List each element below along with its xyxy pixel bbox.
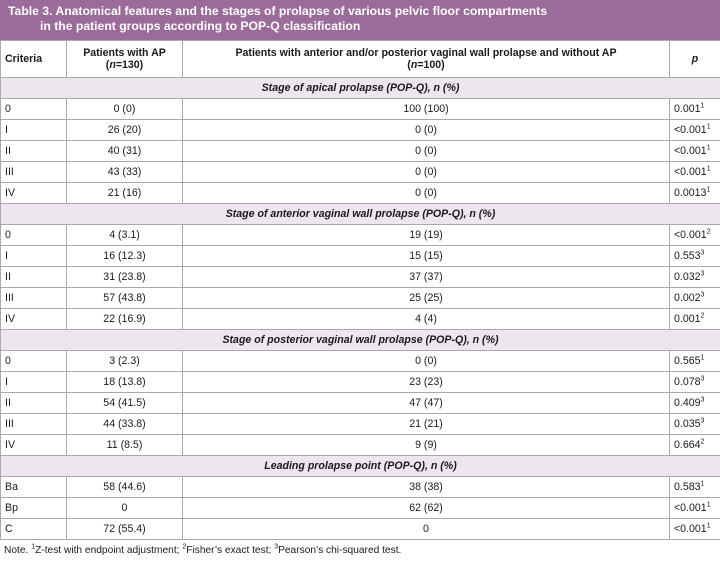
section-title: Stage of apical prolapse (POP-Q), n (%) [1,78,720,99]
p-value-footnote: 1 [706,123,711,131]
table-row [1,477,720,498]
section-title: Stage of anterior vaginal wall prolapse (POP-Q), n (%) [1,204,720,225]
table-row [1,288,720,309]
note-text-3: Pearson’s chi-squared test. [278,545,402,556]
header-ap-group [67,41,183,78]
p-value-text: <0.001 [674,229,707,241]
p-value-footnote: 3 [700,375,705,383]
cell-p-value [670,99,720,120]
table-body [1,78,720,540]
cell-criteria: III [1,162,67,183]
cell-ap: 3 (2.3) [67,351,183,372]
p-value-footnote: 1 [700,354,705,362]
cell-p-value [670,351,720,372]
p-value-footnote: 1 [706,186,711,194]
table-title [0,0,720,40]
cell-ap: 31 (23.8) [67,267,183,288]
cell-other: 19 (19) [183,225,670,246]
header-ap-n-suffix: =130) [115,59,144,71]
cell-ap: 54 (41.5) [67,393,183,414]
p-value-text: 0.409 [674,397,701,409]
cell-ap: 16 (12.3) [67,246,183,267]
p-value-text: 0.565 [674,355,701,367]
table-row [1,372,720,393]
cell-ap: 58 (44.6) [67,477,183,498]
note-text-2: Fisher’s exact test; [186,545,275,556]
p-value-footnote: 1 [706,522,711,530]
header-ap-n-prefix: ( [105,59,110,71]
cell-p-value [670,288,720,309]
p-value-text: 0.553 [674,250,701,262]
table-row [1,141,720,162]
cell-p-value [670,309,720,330]
p-value-text: <0.001 [674,145,707,157]
section-title: Stage of posterior vaginal wall prolapse (POP-Q), n (%) [1,330,720,351]
cell-p-value [670,393,720,414]
cell-criteria: IV [1,435,67,456]
table-row [1,225,720,246]
note-prefix: Note. [4,545,32,556]
cell-p-value [670,414,720,435]
p-value-text: 0.002 [674,292,701,304]
p-value-text: 0.032 [674,271,701,283]
cell-p-value [670,519,720,540]
cell-other: 23 (23) [183,372,670,393]
cell-criteria: II [1,393,67,414]
cell-ap: 44 (33.8) [67,414,183,435]
cell-other: 47 (47) [183,393,670,414]
note-sup-1: 1 [31,543,36,551]
cell-criteria: 0 [1,99,67,120]
cell-ap: 22 (16.9) [67,309,183,330]
header-criteria: Criteria [1,41,67,78]
p-value-footnote: 3 [700,417,705,425]
table-row [1,393,720,414]
cell-criteria: III [1,414,67,435]
p-value-text: 0.001 [674,103,701,115]
cell-other: 100 (100) [183,99,670,120]
cell-criteria: I [1,120,67,141]
cell-ap: 43 (33) [67,162,183,183]
cell-p-value [670,246,720,267]
section-row [1,204,720,225]
cell-other: 0 (0) [183,351,670,372]
p-value-text: 0.078 [674,376,701,388]
cell-criteria: C [1,519,67,540]
cell-criteria: Ba [1,477,67,498]
table-row [1,519,720,540]
p-value-footnote: 3 [700,270,705,278]
cell-other: 0 (0) [183,162,670,183]
cell-other: 4 (4) [183,309,670,330]
p-value-footnote: 1 [706,165,711,173]
p-value-text: 0.0013 [674,187,707,199]
table-row [1,414,720,435]
cell-other: 37 (37) [183,267,670,288]
cell-criteria: 0 [1,225,67,246]
table-row [1,267,720,288]
p-value-text: <0.001 [674,124,707,136]
data-table [0,40,720,540]
table-title-line-2: in the patient groups according to POP-Q classification [40,18,361,33]
section-row [1,330,720,351]
table-row [1,246,720,267]
cell-ap: 11 (8.5) [67,435,183,456]
cell-p-value [670,183,720,204]
cell-p-value [670,267,720,288]
table-row [1,183,720,204]
cell-ap: 72 (55.4) [67,519,183,540]
header-other-label: Patients with anterior and/or posterior vaginal wall prolapse and without AP [235,46,617,59]
section-row [1,456,720,477]
header-other-group [183,41,670,78]
p-value-text: 0.583 [674,481,701,493]
cell-other: 38 (38) [183,477,670,498]
p-value-text: 0.001 [674,313,701,325]
cell-p-value [670,225,720,246]
header-other-n-prefix: ( [407,59,411,71]
p-value-footnote: 3 [700,396,705,404]
cell-ap: 40 (31) [67,141,183,162]
header-other-n-suffix: =100) [417,59,445,71]
p-value-text: 0.664 [674,439,701,451]
cell-p-value [670,120,720,141]
cell-p-value [670,162,720,183]
cell-ap: 4 (3.1) [67,225,183,246]
table-row [1,120,720,141]
note-sup-3: 3 [274,543,279,551]
table-row [1,162,720,183]
p-value-text: 0.035 [674,418,701,430]
cell-ap: 57 (43.8) [67,288,183,309]
p-value-footnote: 1 [700,102,705,110]
cell-other: 9 (9) [183,435,670,456]
cell-other: 15 (15) [183,246,670,267]
cell-other: 0 (0) [183,141,670,162]
header-row [1,41,720,78]
cell-criteria: III [1,288,67,309]
cell-other: 21 (21) [183,414,670,435]
p-value-footnote: 1 [706,144,711,152]
cell-p-value [670,372,720,393]
note-sup-2: 2 [182,543,187,551]
table-title-line-1: Table 3. Anatomical features and the stages of prolapse of various pelvic floor compartments [8,4,548,18]
cell-p-value [670,141,720,162]
cell-other: 0 (0) [183,120,670,141]
header-other-n-var: n [410,59,418,71]
p-value-footnote: 2 [706,228,711,236]
header-p [670,41,720,78]
p-value-footnote: 3 [700,291,705,299]
cell-other: 0 (0) [183,183,670,204]
cell-criteria: II [1,267,67,288]
cell-criteria: II [1,141,67,162]
cell-other: 62 (62) [183,498,670,519]
p-value-text: <0.001 [674,502,707,514]
header-p-label: p [691,52,699,65]
table-row [1,309,720,330]
cell-ap: 0 (0) [67,99,183,120]
header-ap-label: Patients with AP [83,46,166,59]
cell-other: 0 [183,519,670,540]
p-value-footnote: 1 [700,480,705,488]
p-value-footnote: 1 [706,501,711,509]
cell-p-value [670,477,720,498]
table-note [0,540,720,556]
cell-criteria: I [1,246,67,267]
section-row [1,78,720,99]
cell-ap: 0 [67,498,183,519]
table-row [1,498,720,519]
cell-criteria: IV [1,309,67,330]
table-row [1,435,720,456]
table-row [1,351,720,372]
p-value-text: <0.001 [674,166,707,178]
note-text-1: Z-test with endpoint adjustment; [35,545,183,556]
section-title: Leading prolapse point (POP-Q), n (%) [1,456,720,477]
cell-ap: 18 (13.8) [67,372,183,393]
cell-p-value [670,498,720,519]
cell-ap: 21 (16) [67,183,183,204]
cell-criteria: I [1,372,67,393]
table-row [1,99,720,120]
p-value-footnote: 2 [700,312,705,320]
header-ap-n-var: n [109,59,116,71]
cell-criteria: 0 [1,351,67,372]
cell-other: 25 (25) [183,288,670,309]
cell-ap: 26 (20) [67,120,183,141]
p-value-footnote: 2 [700,438,705,446]
p-value-text: <0.001 [674,523,707,535]
cell-p-value [670,435,720,456]
p-value-footnote: 3 [700,249,705,257]
cell-criteria: IV [1,183,67,204]
cell-criteria: Bp [1,498,67,519]
